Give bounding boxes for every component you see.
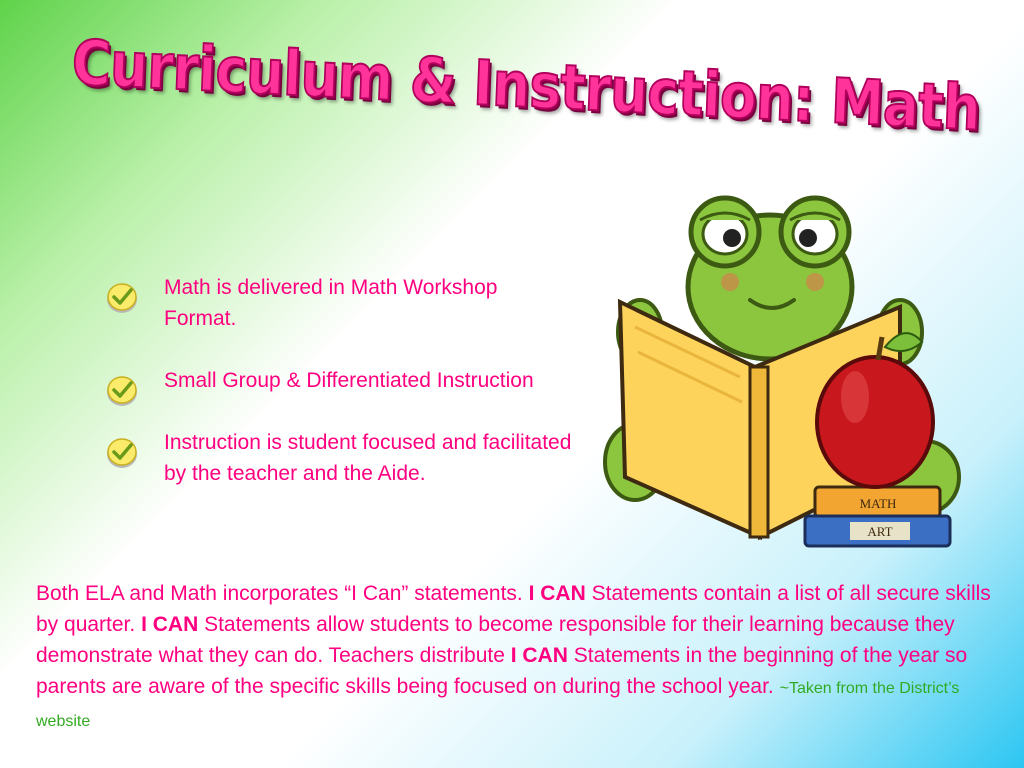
i-can-bold: I CAN [528, 582, 586, 605]
paragraph-text: Statements in the beginning of the year so parents are aware of the specific skills being focused on during the school year. [36, 644, 968, 698]
i-can-bold: I CAN [141, 613, 199, 636]
paragraph-text: Statements contain a list of all secure skills by quarter. [36, 582, 991, 636]
art-book-label: ART [867, 524, 893, 539]
bullet-item [105, 272, 575, 334]
bullet-text: Math is delivered in Math Workshop Format. [164, 276, 498, 330]
checkmark-icon [105, 435, 139, 469]
checkmark-icon [105, 280, 139, 314]
paragraph-text: Statements allow students to become responsible for their learning because they demonstrate what they can do. Teachers distribute [36, 613, 955, 667]
apple-icon [817, 357, 933, 487]
math-book-label: MATH [859, 496, 897, 511]
source-credit: ~Taken from the District’s website [36, 680, 960, 730]
bullet-text: Small Group & Differentiated Instruction [164, 369, 534, 392]
paragraph-text: Both ELA and Math incorporates “I Can” statements. [36, 582, 529, 605]
frog-reading-illustration [600, 192, 970, 552]
bullet-text: Instruction is student focused and facilitated by the teacher and the Aide. [164, 431, 572, 485]
bullet-item [105, 427, 575, 489]
bullet-item [105, 365, 575, 396]
bullet-list [105, 272, 575, 520]
i-can-bold: I CAN [510, 644, 568, 667]
checkmark-icon [105, 373, 139, 407]
slide-title: Curriculum & Instruction: Math [70, 25, 982, 145]
i-can-paragraph [36, 578, 1001, 737]
